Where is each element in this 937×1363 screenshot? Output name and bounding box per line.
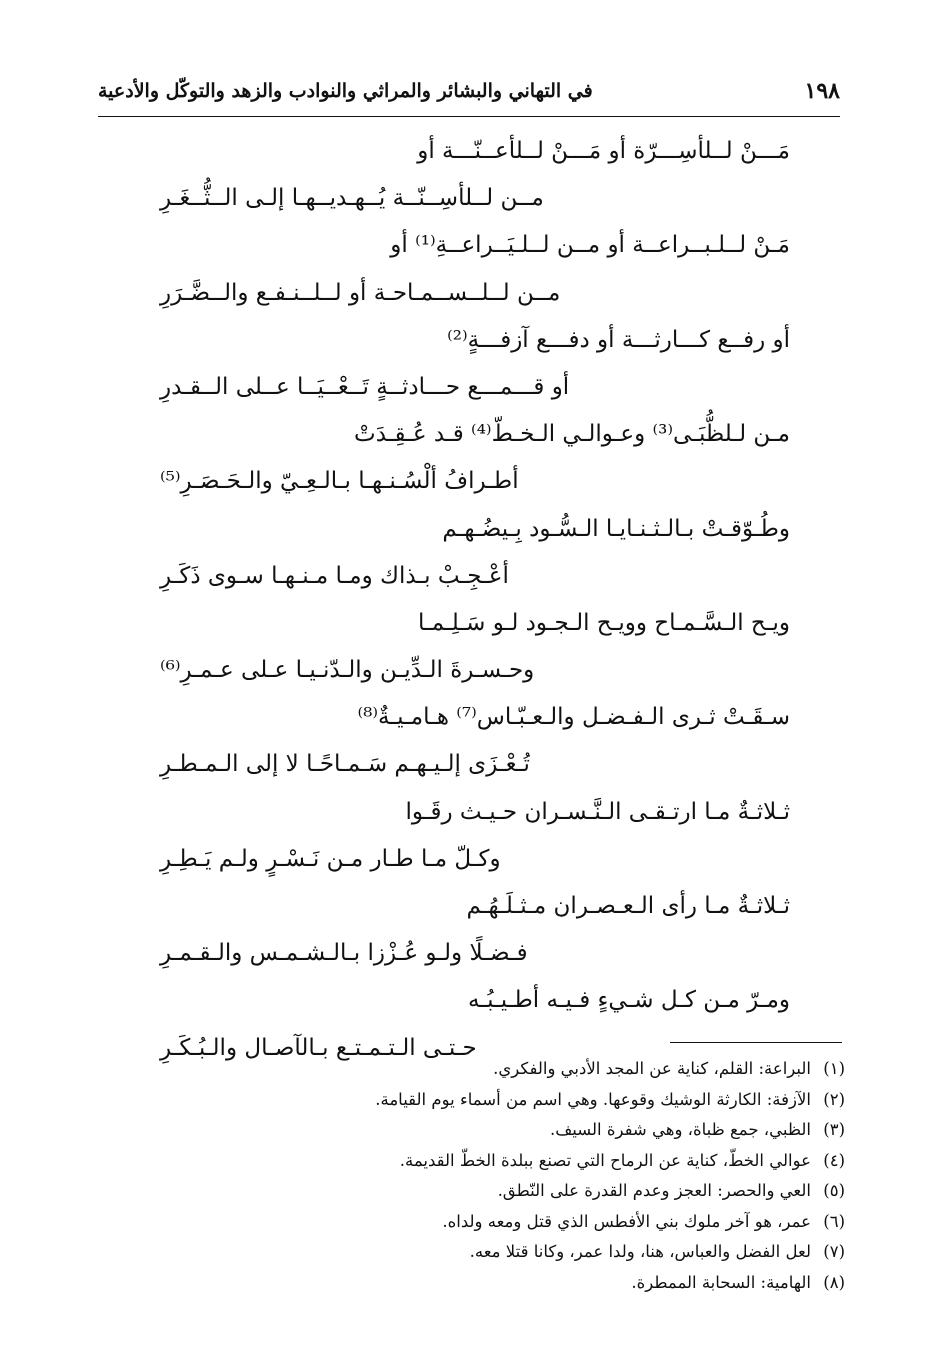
footnote [125, 1268, 845, 1299]
footnote-text: العي والحصر: العجز وعدم القدرة على النّطق. [497, 1181, 811, 1200]
poem-verse: مَـــنْ لــلأسِـــرّة أو مَـــنْ لــلأعــنّـــة أو [417, 138, 790, 164]
footnote-text: الآزفة: الكارثة الوشيك وقوعها. وهي اسم من أسماء يوم القيامة. [375, 1089, 811, 1109]
poem-verse: ثـلاثـةٌ مـا رأى الـعـصـران مـثـلَـهُـم [466, 893, 790, 919]
poem-verse: مـن لـلظُّبَـى⁽³⁾ وعـوالـي الـخـطّ⁽⁴⁾ قـد عُـقِـدَتْ [354, 421, 790, 448]
page-number: ١٩٨ [804, 78, 840, 104]
page-header [98, 72, 840, 112]
footnote-text: لعل الفضل والعباس، هنا، ولدا عمر، وكانا قتلا معه. [469, 1242, 811, 1261]
footnote [125, 1146, 845, 1177]
footnote-number: (٦) [823, 1211, 845, 1231]
poem [120, 128, 790, 1072]
footnote-number: (٢) [823, 1089, 845, 1109]
footnote-text: عوالي الخطّ، كناية عن الرماح التي تصنع ببلدة الخطّ القديمة. [399, 1150, 811, 1170]
footnote-number: (٤) [823, 1150, 845, 1170]
footnote [125, 1176, 845, 1207]
poem-verse: مَـنْ لــلـبــراعــة أو مــن لــلـيَــراعــةِ⁽¹⁾ أو [390, 232, 790, 259]
footnote-number: (٥) [823, 1181, 845, 1200]
poem-verse: أو رفــع كـــارثـــة أو دفـــع آزفـــةٍ⁽²⁾ [447, 326, 790, 353]
footnote-number: (٣) [823, 1120, 845, 1139]
poem-verse: وكـلّ مـا طـار مـن نَـسْـرٍ ولـم يَـطِـرِ [160, 845, 501, 872]
poem-verse: ومـرّ مـن كـل شـيءٍ فـيـه أطـيـبُـه [468, 987, 790, 1014]
footnote [125, 1115, 845, 1146]
poem-verse: سـقَـتْ ثـرى الـفـضـل والـعـبّـاس⁽⁷⁾ هـامـيـةٌ⁽⁸⁾ [357, 704, 790, 731]
poem-verse: أطـرافُ ألْسُـنـهـا بـالـعِـيّ والـحَـصَـرِ⁽⁵⁾ [160, 468, 519, 495]
poem-verse: مــن لــلــســمـاحـة أو لــلــنـفـع والــضَّـرَرِ [160, 279, 561, 306]
poem-verse: وطُـوّقـتْ بـالـثـنـايـا الـسُّـود بِـيضُـهـم [442, 515, 790, 542]
footnote [125, 1085, 845, 1116]
poem-verse: فـضـلًا ولـو عُـزْزا بـالـشـمـس والـقـمـرِ [160, 940, 528, 967]
poem-verse: مــن لــلأسِــنّــة يُــهـديــهـا إلـى الــثُّــغَـرِ [160, 185, 544, 212]
poem-verse: تُـعْـزَى إلـيـهـم سَـمـاحًـا لا إلى الـمـطـرِ [160, 751, 530, 778]
footnote-text: الهامية: السحابة الممطرة. [631, 1272, 811, 1292]
footnote-text: عمر، هو آخر ملوك بني الأفطس الذي قتل ومعه ولداه. [442, 1211, 811, 1231]
footnotes [125, 1054, 845, 1298]
footnote [125, 1207, 845, 1238]
poem-verse: ويـح الـسَّـمـاح وويـح الـجـود لـو سَـلِـمـا [417, 609, 790, 636]
poem-verse: أعْـجِـبْ بـذاك ومـا مـنـهـا سـوى ذَكَـرِ [160, 562, 509, 589]
footnote-number: (٨) [823, 1272, 845, 1292]
poem-verse: أو قـــمـــع حـــادثــةٍ تَــعْــيَــا عــلى الــقـدرِ [160, 373, 570, 400]
footnote-text: البراعة: القلم، كناية عن المجد الأدبي والفكري. [493, 1059, 811, 1078]
running-title: في التهاني والبشائر والمراثي والنوادب والزهد والتوكّل والأدعية [98, 80, 593, 102]
footnote [125, 1054, 845, 1085]
footnote-text: الظبي، جمع ظباة، وهي شفرة السيف. [549, 1120, 811, 1139]
footnote [125, 1237, 845, 1268]
footnote-divider [670, 1042, 842, 1043]
footnote-number: (١) [823, 1059, 845, 1078]
poem-verse: حـتـى الـتـمـتـع بـالآصـال والـبُـكَـرِ [160, 1034, 477, 1061]
footnote-number: (٧) [823, 1242, 845, 1261]
poem-verse: وحـسـرةَ الـدِّيـن والـدّنـيـا عـلى عـمـرِ⁽⁶⁾ [160, 657, 535, 684]
poem-verse: ثـلاثـةٌ مـا ارتـقـى الـنَّـسـران حـيـث رقَـوا [405, 798, 790, 825]
header-divider [98, 116, 840, 117]
